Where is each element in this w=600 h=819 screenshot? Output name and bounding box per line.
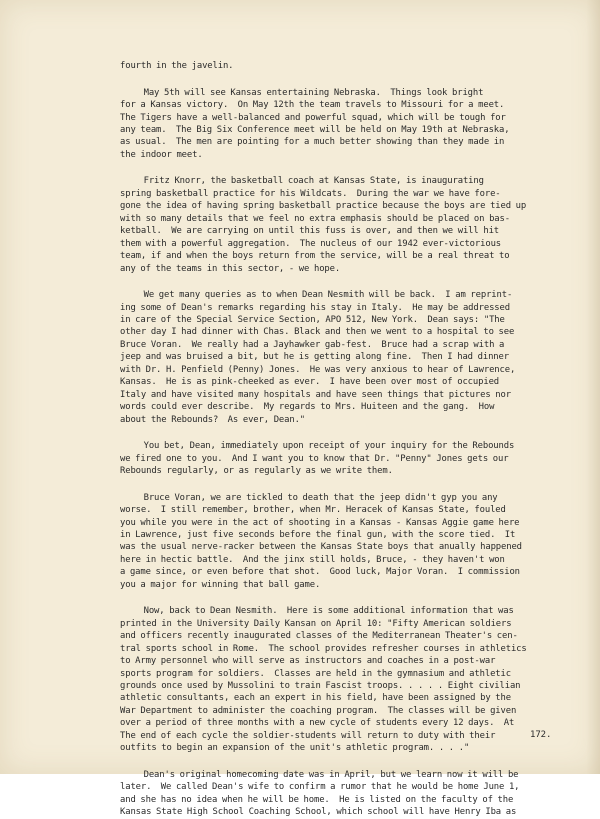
paragraph <box>120 769 590 819</box>
text-line: ing some of Dean's remarks regarding his stay in Italy. He may be addressed <box>120 302 510 313</box>
text-line: any team. The Big Six Conference meet will be held on May 19th at Nebraska, <box>120 124 510 135</box>
text-line: spring basketball practice for his Wildcats. During the war we have fore- <box>120 188 501 199</box>
text-line: Now, back to Dean Nesmith. Here is some additional information that was <box>120 606 514 617</box>
text-line: was the usual nerve-racker between the Kansas State boys that anually happened <box>120 542 522 553</box>
text-line: War Department to administer the coaching program. The classes will be given <box>120 705 517 716</box>
paragraph <box>120 440 590 477</box>
text-line: Italy and have visited many hospitals and have seen things that pictures nor <box>120 389 511 400</box>
text-line: you while you were in the act of shooting in a Kansas - Kansas Aggie game here <box>120 517 520 528</box>
text-line: May 5th will see Kansas entertaining Nebraska. Things look bright <box>120 87 484 98</box>
paragraph <box>120 289 590 426</box>
text-line: you a major for winning that ball game. <box>120 579 321 590</box>
text-line: with so many details that we feel no extra emphasis should be placed on bas- <box>120 213 510 224</box>
paragraph-gap <box>120 755 590 769</box>
text-line: Bruce Voran, we are tickled to death that the jeep didn't gyp you any <box>120 492 498 503</box>
text-line: later. We called Dean's wife to confirm a rumor that he would be home June 1, <box>120 782 520 793</box>
text-line: athletic consultants, each an expert in his field, have been assigned by the <box>120 693 511 704</box>
text-line: team, if and when the boys return from the service, will be a real threat to <box>120 251 510 262</box>
paragraph-gap <box>120 426 590 440</box>
text-line: Bruce Voran. We really had a Jayhawker gab-fest. Bruce had a scrap with a <box>120 339 505 350</box>
text-line: Kansas. He is as pink-cheeked as ever. I have been over most of occupied <box>120 377 500 388</box>
paragraph <box>120 175 590 275</box>
text-line: fourth in the javelin. <box>120 61 234 71</box>
text-line: any of the teams in this sector, - we hope. <box>120 263 341 274</box>
text-line: printed in the University Daily Kansan on April 10: "Fifty American soldiers <box>120 618 512 629</box>
text-line: sports program for soldiers. Classes are held in the gymnasium and athletic <box>120 668 511 679</box>
text-line: gone the idea of having spring basketball practice because the boys are tied up <box>120 201 527 212</box>
text-line: worse. I still remember, brother, when Mr. Heracek of Kansas State, fouled <box>120 505 506 516</box>
paragraph-gap <box>120 591 590 605</box>
page-number: 172. <box>530 730 552 740</box>
paragraph <box>120 60 590 72</box>
text-line: words could ever describe. My regards to Mrs. Huiteen and the gang. How <box>120 402 495 413</box>
text-line: them with a powerful aggregation. The nucleus of our 1942 ever-victorious <box>120 238 502 249</box>
text-line: as usual. The men are pointing for a much better showing than they made in <box>120 137 505 148</box>
text-line: The end of each cycle the soldier-students will return to duty with their <box>120 730 496 741</box>
text-line: the indoor meet. <box>120 149 203 160</box>
paragraph-gap <box>120 161 590 175</box>
paragraph-gap <box>120 275 590 289</box>
text-line: about the Rebounds? As ever, Dean." <box>120 414 306 425</box>
text-line: to Army personnel who will serve as instructors and coaches in a post-war <box>120 656 496 667</box>
text-line: in Lawrence, just five seconds before the final gun, with the score tied. It <box>120 529 516 540</box>
text-line: We get many queries as to when Dean Nesmith will be back. I am reprint- <box>120 290 513 301</box>
paragraph-gap <box>120 72 590 86</box>
paragraph <box>120 605 590 754</box>
text-line: tral sports school in Rome. The school provides refresher courses in athletics <box>120 643 527 654</box>
paragraph <box>120 87 590 162</box>
text-line: jeep and was bruised a bit, but he is getting along fine. Then I had dinner <box>120 352 509 363</box>
text-line: grounds once used by Mussolini to train Fascist troops. . . . . Eight civilian <box>120 680 521 691</box>
text-line: ketball. We are carrying on until this fuss is over, and then we will hit <box>120 226 500 237</box>
text-line: over a period of three months with a new cycle of students every 12 days. At <box>120 718 515 729</box>
text-line: and officers recently inaugurated classes of the Mediterranean Theater's cen- <box>120 631 518 642</box>
letter-body <box>120 60 590 819</box>
text-line: here in hectic battle. And the jinx still holds, Bruce, - they haven't won <box>120 554 505 565</box>
text-line: Fritz Knorr, the basketball coach at Kansas State, is inaugurating <box>120 176 484 187</box>
text-line: You bet, Dean, immediately upon receipt of your inquiry for the Rebounds <box>120 441 515 452</box>
text-line: for a Kansas victory. On May 12th the team travels to Missouri for a meet. <box>120 100 505 111</box>
paragraph <box>120 492 590 592</box>
text-line: outfits to begin an expansion of the unit's athletic program. . . ." <box>120 743 470 754</box>
text-line: other day I had dinner with Chas. Black and then we went to a hospital to see <box>120 327 515 338</box>
text-line: Rebounds regularly, or as regularly as we write them. <box>120 466 393 476</box>
text-line: The Tigers have a well-balanced and powerful squad, which will be tough for <box>120 112 506 123</box>
text-line: Dean's original homecoming date was in April, but we learn now it will be <box>120 769 519 780</box>
text-line: in care of the Special Service Section, APO 512, New York. Dean says: "The <box>120 315 505 325</box>
text-line: we fired one to you. And I want you to know that Dr. "Penny" Jones gets our <box>120 453 509 464</box>
text-line: a game since, or even before that shot. Good luck, Major Voran. I commission <box>120 567 520 578</box>
paragraph-gap <box>120 477 590 491</box>
text-line: and she has no idea when he will be home. He is listed on the faculty of the <box>120 794 514 805</box>
text-line: Kansas State High School Coaching School, which school will have Henry Iba as <box>120 807 517 818</box>
text-line: with Dr. H. Penfield (Penny) Jones. He was very anxious to hear of Lawrence, <box>120 364 516 375</box>
